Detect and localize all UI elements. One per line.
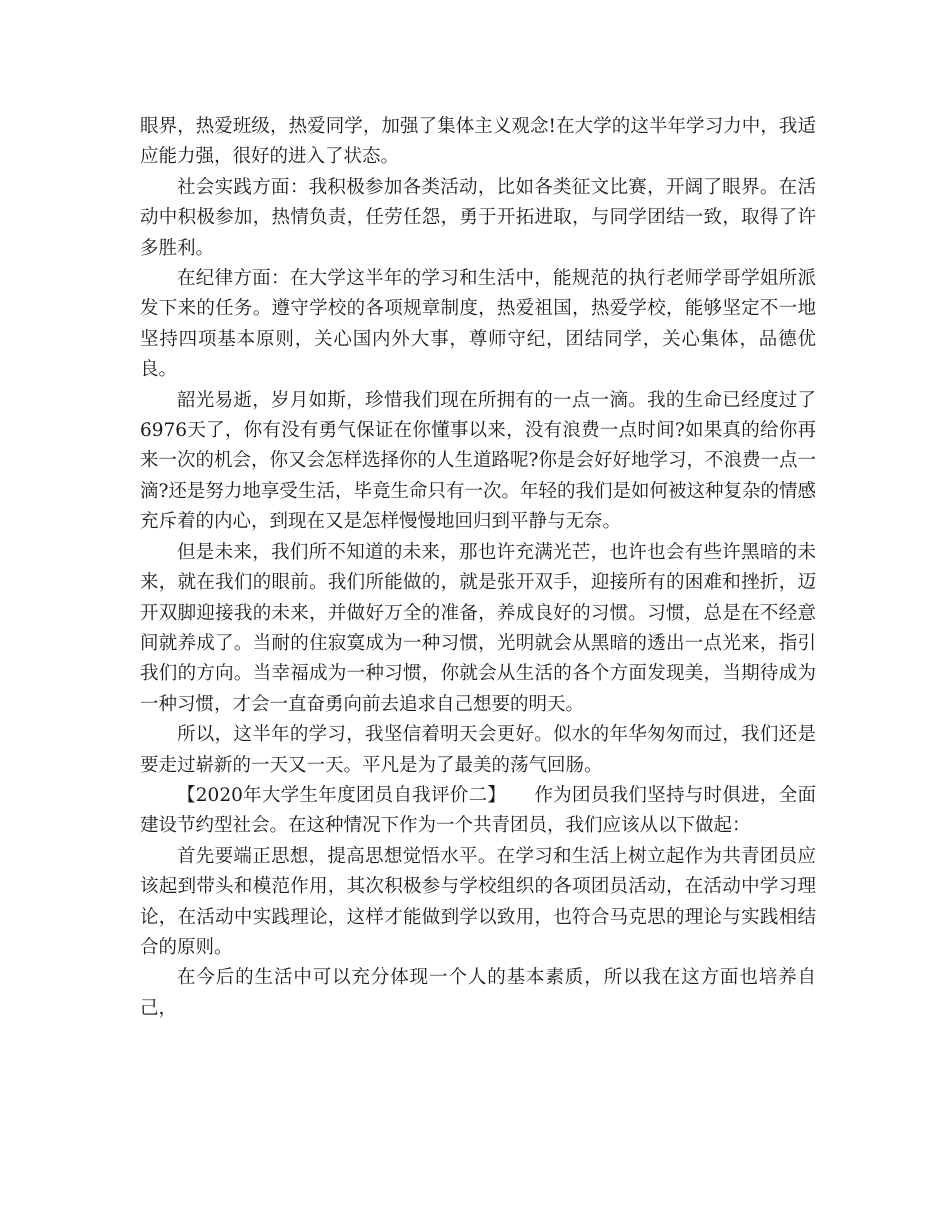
paragraph-discipline: 在纪律方面：在大学这半年的学习和生活中，能规范的执行老师学哥学姐所派发下来的任务。遵守学校的各项规章制度，热爱祖国，热爱学校，能够坚定不一地坚持四项基本原则，关心国内外大事，尊师守纪，团结同学，关心集体，品德优良。 [140, 268, 816, 381]
paragraph-future-life: 在今后的生活中可以充分体现一个人的基本素质，所以我在这方面也培养自己， [140, 967, 816, 1019]
paragraph-section-two-heading: 【2020年大学生年度团员自我评价二】 作为团员我们坚持与时俱进，全面建设节约型社会。在这种情况下作为一个共青团员，我们应该从以下做起： [140, 784, 816, 837]
paragraph-future: 但是未来，我们所不知道的未来，那也许充满光芒，也许也会有些许黑暗的未来，就在我们的眼前。我们所能做的，就是张开双手，迎接所有的困难和挫折，迈开双脚迎接我的未来，并做好万全的准备，养成良好的习惯。习惯，总是在不经意间就养成了。当耐的住寂寞成为一种习惯，光明就会从黑暗的透出一点光来，指引我们的方向。当幸福成为一种习惯，你就会从生活的各个方面发现美，当期待成为一种习惯，才会一直奋勇向前去追求自己想要的明天。 [140, 541, 816, 715]
paragraph-conclusion: 所以，这半年的学习，我坚信着明天会更好。似水的年华匆匆而过，我们还是要走过崭新的一天又一天。平凡是为了最美的荡气回肠。 [140, 724, 816, 776]
paragraph-time: 韶光易逝，岁月如斯，珍惜我们现在所拥有的一点一滴。我的生命已经度过了6976天了，你有没有勇气保证在你懂事以来，没有浪费一点时间?如果真的给你再来一次的机会，你又会怎样选择你的人生道路呢?你是会好好地学习，不浪费一点一滴?还是努力地享受生活，毕竟生命只有一次。年轻的我们是如何被这种复杂的情感充斥着的内心，到现在又是怎样慢慢地回归到平静与无奈。 [140, 389, 816, 533]
paragraph-continuation: 眼界，热爱班级，热爱同学，加强了集体主义观念!在大学的这半年学习力中，我适应能力强，很好的进入了状态。 [140, 116, 816, 168]
paragraph-social-practice: 社会实践方面：我积极参加各类活动，比如各类征文比赛，开阔了眼界。在活动中积极参加，热情负责，任劳任怨，勇于开拓进取，与同学团结一致，取得了许多胜利。 [140, 176, 816, 259]
document-page [140, 112, 816, 1024]
paragraph-thought: 首先要端正思想，提高思想觉悟水平。在学习和生活上树立起作为共青团员应该起到带头和模范作用，其次积极参与学校组织的各项团员活动，在活动中学习理论，在活动中实践理论，这样才能做到学以致用，也符合马克思的理论与实践相结合的原则。 [140, 845, 816, 958]
